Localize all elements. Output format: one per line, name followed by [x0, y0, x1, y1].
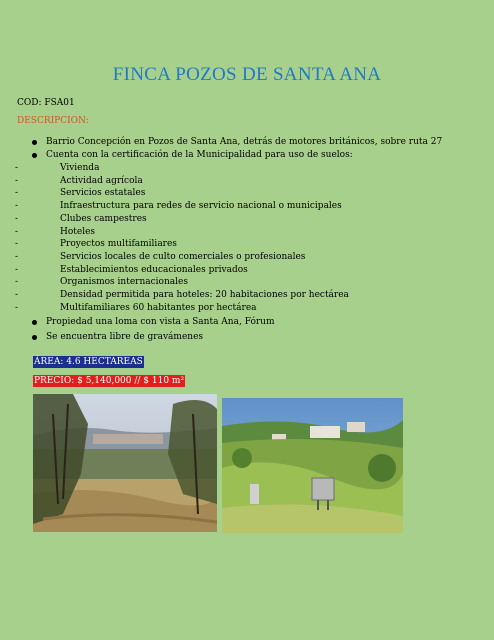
land-use-item: - Servicios estatales [60, 187, 480, 200]
page-title: FINCA POZOS DE SANTA ANA [112, 64, 382, 85]
land-use-item: - Servicios locales de culto comerciales o profesionales [60, 251, 480, 264]
land-use-item: - Clubes campestres [60, 213, 480, 226]
land-use-item: - Infraestructura para redes de servicio nacional o municipales [60, 200, 480, 213]
land-use-item: - Establecimientos educacionales privados [60, 264, 480, 277]
bullet-certification [0, 149, 480, 314]
bullet-view [0, 316, 480, 329]
bullet-location [0, 136, 480, 149]
bullet-certification-text: Cuenta con la certificación de la Municipalidad para uso de suelos: [46, 150, 353, 160]
area-badge: ÁREA: 4.6 HECTAREAS [34, 357, 143, 367]
description-heading: DESCRIPCION: [17, 116, 89, 126]
property-photo-valley [33, 394, 217, 532]
price-badge: PRECIO: $ 5,140,000 // $ 110 m² [34, 376, 185, 386]
hillside-photo-image [222, 398, 403, 533]
bullet-liens [0, 331, 480, 344]
land-use-list [46, 162, 480, 314]
land-use-item: - Hoteles [60, 226, 480, 239]
valley-photo-image [33, 394, 217, 532]
bullet-liens-text: Se encuentra libre de gravámenes [46, 332, 204, 343]
land-use-item: - Multifamiliares 60 habitantes por hectárea [60, 302, 480, 315]
land-use-item: - Vivienda [60, 162, 480, 175]
land-use-item: - Proyectos multifamiliares [60, 238, 480, 251]
land-use-item: - Organismos internacionales [60, 276, 480, 289]
property-photo-hillside [222, 398, 403, 533]
property-code: COD: FSA01 [17, 98, 75, 108]
land-use-item: - Actividad agrícola [60, 175, 480, 188]
land-use-item: - Densidad permitida para hoteles: 20 habitaciones por hectárea [60, 289, 480, 302]
bullet-view-text: Propiedad una loma con vista a Santa Ana, Fórum [46, 317, 275, 328]
description-list [0, 136, 480, 344]
bullet-location-text: Barrio Concepción en Pozos de Santa Ana, detrás de motores británicos, sobre ruta 27 [46, 137, 443, 147]
